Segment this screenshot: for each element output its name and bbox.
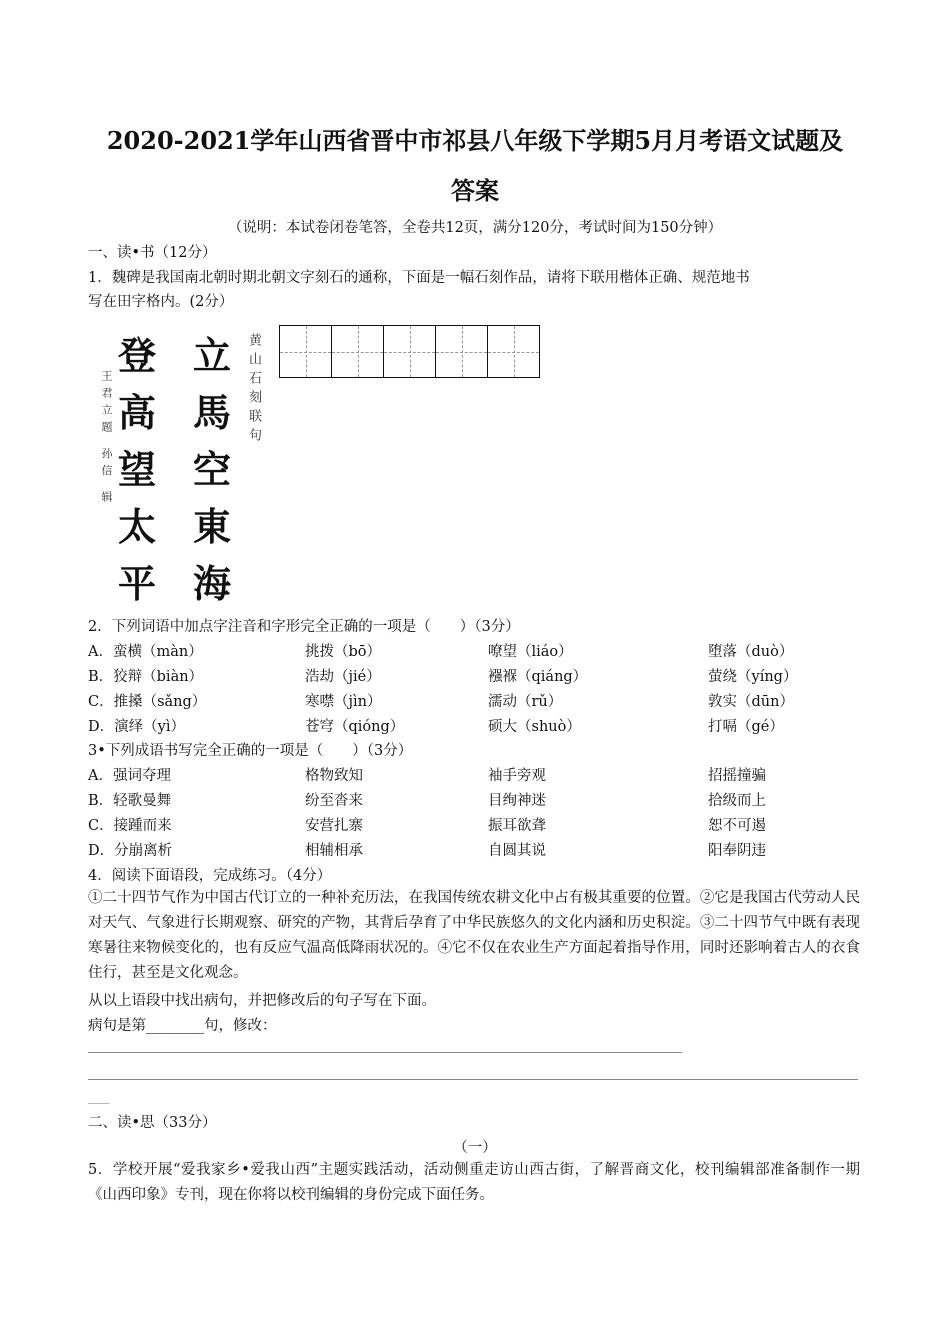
q3-option: 招摇撞骗 <box>708 768 766 784</box>
q4-answer-prompt: 病句是第________句，修改： <box>88 1018 277 1034</box>
q4-instruction: 从以上语段中找出病句，并把修改后的句子写在下面。 <box>88 993 436 1009</box>
answer-line[interactable] <box>88 1079 858 1080</box>
q2-option: 硕大（shuò） <box>488 719 581 735</box>
q2-option: A．蛮横（màn） <box>88 644 203 660</box>
q3-option: 恕不可遏 <box>708 818 766 834</box>
q2-option: 嘹望（liáo） <box>488 644 573 660</box>
answer-line[interactable] <box>88 1052 682 1053</box>
question-4: 4．阅读下面语段，完成练习。（4分） <box>88 868 332 884</box>
q2-option: 打嗝（gé） <box>708 719 784 735</box>
calli-char: 登 <box>118 333 157 378</box>
q2-option: 苍穹（qióng） <box>305 719 405 735</box>
calli-char: 海 <box>193 561 232 606</box>
section-heading-2: 二、读•思（33分） <box>88 1115 217 1131</box>
q2-option: 挑拨（bō） <box>305 644 382 660</box>
q2-option: 寒噤（jìn） <box>305 694 382 710</box>
grid-cell[interactable] <box>435 325 488 378</box>
grid-cell[interactable] <box>279 325 332 378</box>
calli-char: 空 <box>193 447 232 492</box>
calli-char: 東 <box>193 504 232 549</box>
q2-option: 濡动（rǔ） <box>488 694 563 710</box>
q2-option: 浩劫（jié） <box>305 669 381 685</box>
q3-option: 纷至沓来 <box>305 793 363 809</box>
tianzige-grid <box>280 325 540 378</box>
q3-option: 安营扎寨 <box>305 818 363 834</box>
question-3: 3•下列成语书写完全正确的一项是（ ）（3分） <box>88 743 413 759</box>
question-5: 5．学校开展“爱我家乡•爱我山西”主题实践活动，活动侧重走访山西古街，了解晋商文化，校刊编辑部准备制作一期《山西印象》专刊，现在你将以校刊编辑的身份完成下面任务。 <box>88 1162 860 1203</box>
q2-option: 襁褓（qiáng） <box>488 669 588 685</box>
q2-option: B．狡辩（biàn） <box>88 669 204 685</box>
calli-inscription-right: 黄山石刻联句 <box>246 333 261 447</box>
exam-note: （说明：本试卷闭卷笔答，全卷共12页，满分120分，考试时间为150分钟） <box>227 220 723 236</box>
answer-line-tail: ___ <box>88 1088 110 1104</box>
q3-option: 拾级而上 <box>708 793 766 809</box>
q2-option: 堕落（duò） <box>708 644 794 660</box>
q3-option: 振耳欲聋 <box>488 818 546 834</box>
question-1-cont: 写在田字格内。(2分） <box>88 294 234 310</box>
q2-option: C．推搡（sǎng） <box>88 694 207 710</box>
q3-option: B．轻歌曼舞 <box>88 793 172 809</box>
q3-option: 袖手旁观 <box>488 768 546 784</box>
grid-cell[interactable] <box>383 325 436 378</box>
section-heading-1: 一、读•书（12分） <box>88 245 217 261</box>
q4-passage: ①二十四节气作为中国古代订立的一种补充历法，在我国传统农耕文化中占有极其重要的位置。②它是我国古代劳动人民对天气、气象进行长期观察、研究的产物，其背后孕育了中华民族悠久的文化内涵和历史积淀。③二十四节气中既有表现寒暑往来物候变化的，也有反应气温高低降雨状况的。④它不仅在农业生产方面起着指导作用，同时还影响着古人的衣食住行，甚至是文化观念。 <box>88 890 860 981</box>
subsection-heading: （一） <box>453 1140 497 1156</box>
q3-option: A．强词夺理 <box>88 768 171 784</box>
grid-cell[interactable] <box>487 325 540 378</box>
q3-option: 格物致知 <box>305 768 363 784</box>
q2-option: D．演绎（yì） <box>88 719 185 735</box>
calli-char: 平 <box>118 561 157 606</box>
page-title-continued: 答案 <box>451 176 499 205</box>
q3-option: 阳奉阴违 <box>708 843 766 859</box>
calli-char: 馬 <box>193 390 232 435</box>
q3-option: D．分崩离析 <box>88 843 173 859</box>
page-title: 2020-2021学年山西省晋中市祁县八年级下学期5月月考语文试题及 <box>106 126 844 155</box>
q3-option: 自圆其说 <box>488 843 546 859</box>
calli-char: 太 <box>118 504 157 549</box>
q3-option: 目绚神迷 <box>488 793 546 809</box>
question-2: 2．下列词语中加点字注音和字形完全正确的一项是（ ）（3分） <box>88 619 520 635</box>
question-1: 1．魏碑是我国南北朝时期北朝文字刻石的通称，下面是一幅石刻作品，请将下联用楷体正确、规范地书 <box>88 270 750 286</box>
q3-option: C．接踵而来 <box>88 818 172 834</box>
calli-char: 望 <box>118 447 157 492</box>
q3-option: 相辅相承 <box>305 843 363 859</box>
q2-option: 敦实（dūn） <box>708 694 794 710</box>
calli-char: 高 <box>118 390 157 435</box>
q2-option: 萤绕（yíng） <box>708 669 798 685</box>
calli-char: 立 <box>193 333 232 378</box>
grid-cell[interactable] <box>331 325 384 378</box>
calligraphy-image <box>98 325 261 606</box>
calli-inscription-left: 王君立题 孙信 辑 <box>100 370 113 508</box>
